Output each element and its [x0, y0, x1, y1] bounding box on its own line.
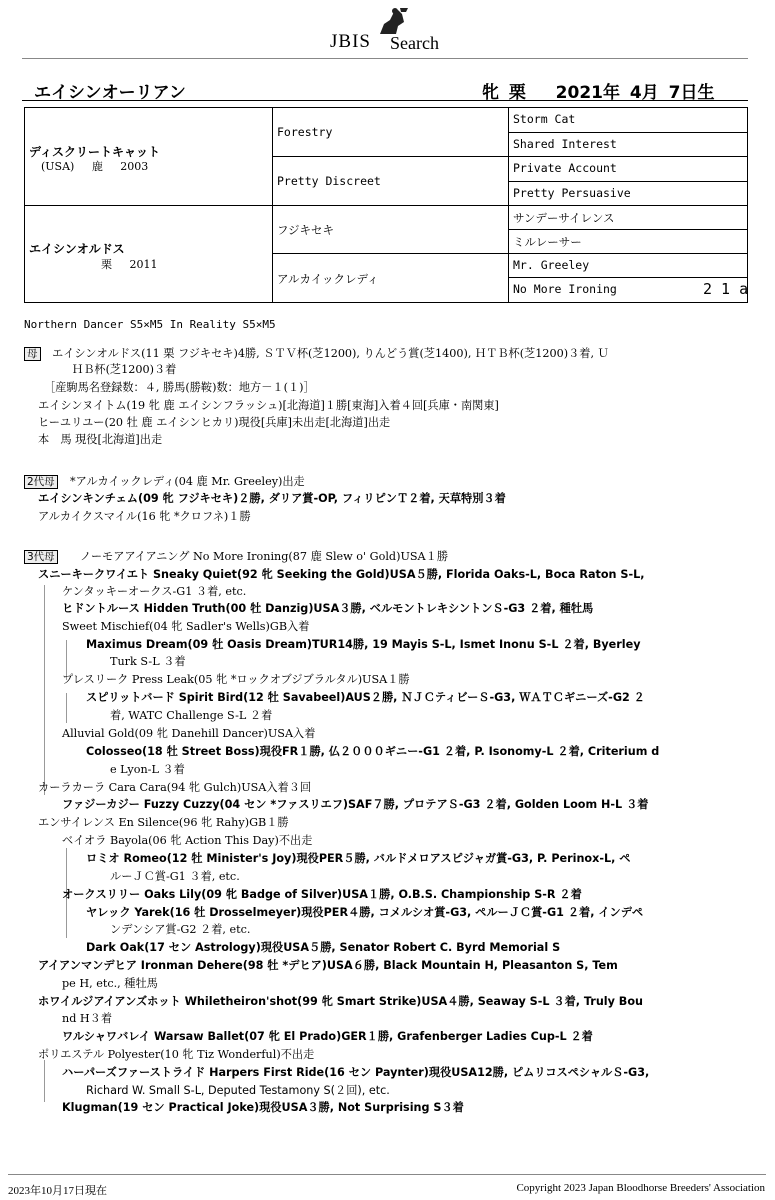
sire-cell: [25, 108, 273, 206]
g3-ancestor-3[interactable]: Private Account: [509, 157, 747, 182]
g3-line-5: Sweet Mischief(04 牝 Sadler's Wells)GB入着: [62, 620, 310, 633]
tree-line: [44, 1060, 45, 1102]
g3-line-7: Turk S-L ３着: [110, 655, 186, 668]
sire-detail: (USA) 鹿 2003: [41, 160, 149, 173]
logo-search: Search: [390, 33, 439, 53]
g3-line-24: アイアンマンデヒア Ironman Dehere(98 牡 *デヒア)USA６勝, Black Mountain H, Pleasanton S, Tem: [38, 959, 618, 972]
g3-ancestor-4[interactable]: Pretty Persuasive: [509, 182, 747, 206]
g3-ancestor-1[interactable]: Storm Cat: [509, 108, 747, 133]
dam-dam-cell[interactable]: アルカイックレディ: [273, 254, 509, 302]
g3-line-21: ヤレック Yarek(16 牡 Drosselmeyer)現役PER４勝, コメルシオ賞-G3, ペルーＪＣ賞-G1 ２着, インデペ: [86, 906, 644, 919]
header-divider: [22, 58, 748, 59]
g2-tag: 2代母: [24, 475, 58, 489]
g3-line-25: pe H, etc., 種牡馬: [62, 977, 158, 990]
title-underline: [22, 100, 748, 101]
footer-copyright: Copyright 2023 Japan Bloodhorse Breeders' Association: [516, 1182, 765, 1194]
g3-line-30: ハーパーズファーストライド Harpers First Ride(16 セン Paynter)現役USA12勝, ピムリコスペシャルＳ-G3,: [62, 1066, 650, 1079]
g3-line-23: Dark Oak(17 セン Astrology)現役USA５勝, Senator Robert C. Byrd Memorial S: [86, 941, 561, 954]
dam-line-2: ＨＢ杯(芝1200)３着: [72, 363, 177, 376]
inbreeding-note: Northern Dancer S5×M5 In Reality S5×M5: [24, 318, 276, 331]
g3-line-10: 着, WATC Challenge S-L ２着: [110, 709, 273, 722]
dam-sire-cell[interactable]: フジキセキ: [273, 206, 509, 254]
g3-line-22: ンデンシア賞-G2 ２着, etc.: [110, 923, 251, 936]
g2-line-3: アルカイクスマイル(16 牝 *クロフネ)１勝: [38, 510, 251, 523]
dam-line-4: エイシンヌイトム(19 牝 鹿 エイシンフラッシュ)[北海道]１勝[東海]入着４回[兵庫・南関東]: [38, 399, 499, 412]
g3-line-4: ヒドントルース Hidden Truth(00 牡 Danzig)USA３勝, ベルモントレキシントンＳ-G3 ２着, 種牡馬: [62, 602, 594, 615]
logo-jbis: JBIS: [330, 31, 371, 52]
g3-line-16: エンサイレンス En Silence(96 牝 Rahy)GB１勝: [38, 816, 289, 829]
g3-line-28: ワルシャワバレイ Warsaw Ballet(07 牝 El Prado)GER１勝, Grafenberger Ladies Cup-L ２着: [62, 1030, 593, 1043]
pedigree-table: [24, 107, 748, 303]
g3-line-31: Richard W. Small S-L, Deputed Testamony S(２回), etc.: [86, 1084, 390, 1097]
dam-line-6: 本 馬 現役[北海道]出走: [38, 433, 163, 446]
sire-dam-cell[interactable]: Pretty Discreet: [273, 157, 509, 206]
g3-line-2: スニーキークワイエト Sneaky Quiet(92 牝 Seeking the Gold)USA５勝, Florida Oaks-L, Boca Raton S-L,: [38, 568, 645, 581]
footer-divider: [8, 1174, 766, 1175]
dam-cell: [25, 206, 273, 302]
dam-line-1: エイシンオルドス(11 栗 フジキセキ)4勝, ＳＴＶ杯(芝1200), りんどう賞(芝1400), ＨＴＢ杯(芝1200)３着, Ｕ: [52, 347, 609, 360]
g3-line-32: Klugman(19 セン Practical Joke)現役USA３勝, Not Surprising S３着: [62, 1101, 464, 1114]
g3-line-27: nd H３着: [62, 1012, 113, 1025]
g3-line-12: Colosseo(18 牡 Street Boss)現役FR１勝, 仏２０００ギニー-G1 ２着, P. Isonomy-L ２着, Criterium d: [86, 745, 660, 758]
g3-line-17: ベイオラ Bayola(06 牝 Action This Day)不出走: [62, 834, 313, 847]
g3-line-8: プレスリーク Press Leak(05 牝 *ロックオブジブラルタル)USA１勝: [62, 673, 410, 686]
g3-ancestor-6[interactable]: ミルレーサー: [509, 230, 747, 254]
horse-rider-icon: [374, 6, 414, 36]
dam-tag: 母: [24, 347, 41, 361]
g3-line-26: ホワイルジアイアンズホット Whiletheiron'shot(99 牝 Smart Strike)USA４勝, Seaway S-L ３着, Truly Bou: [38, 995, 643, 1008]
sire-sire-cell[interactable]: Forestry: [273, 108, 509, 157]
g3-line-20: オークスリリー Oaks Lily(09 牝 Badge of Silver)USA１勝, O.B.S. Championship S-R ２着: [62, 888, 582, 901]
g3-line-6: Maximus Dream(09 牡 Oasis Dream)TUR14勝, 19 Mayis S-L, Ismet Inonu S-L ２着, Byerley: [86, 638, 641, 651]
g3-ancestor-7[interactable]: Mr. Greeley: [509, 254, 747, 278]
footer-date: 2023年10月17日現在: [8, 1185, 107, 1197]
tree-line: [44, 585, 45, 795]
dam-name[interactable]: エイシンオルドス: [29, 242, 125, 256]
g3-ancestor-5[interactable]: サンデーサイレンス: [509, 206, 747, 230]
sire-name[interactable]: ディスクリートキャット: [29, 145, 161, 159]
g3-ancestor-2[interactable]: Shared Interest: [509, 133, 747, 157]
dam-line-3: ［産駒馬名登録数：４, 勝馬(勝鞍)数：地方－１(１)］: [44, 381, 315, 394]
g3-line-9: スピリットバード Spirit Bird(12 牡 Savabeel)AUS２勝, ＮＪＣティビーＳ-G3, ＷＡＴＣギニーズ-G2 ２: [86, 691, 645, 704]
tree-line: [66, 693, 67, 723]
g3-line-14: カーラカーラ Cara Cara(94 牝 Gulch)USA入着３回: [38, 781, 312, 794]
g3-line-1: ノーモアアイアニング No More Ironing(87 鹿 Slew o' Gold)USA１勝: [80, 550, 449, 563]
horse-info: 牝 栗 2021年 4月 7日生: [482, 83, 715, 103]
g3-line-13: e Lyon-L ３着: [110, 763, 185, 776]
dam-line-5: ヒーユリユー(20 牡 鹿 エイシンヒカリ)現役[兵庫]未出走[北海道]出走: [38, 416, 391, 429]
g2-line-1: *アルカイックレディ(04 鹿 Mr. Greeley)出走: [70, 475, 305, 488]
g3-line-15: ファジーカジー Fuzzy Cuzzy(04 セン *ファスリエフ)SAF７勝, プロテアＳ-G3 ２着, Golden Loom H-L ３着: [62, 798, 649, 811]
g2-line-2: エイシンキンチェム(09 牝 フジキセキ)２勝, ダリア賞-OP, フィリピンＴ２着, 天草特別３着: [38, 492, 506, 505]
g3-ancestor-8[interactable]: No More Ironing: [513, 282, 617, 296]
g3-line-19: ルーＪＣ賞-G1 ３着, etc.: [110, 870, 240, 883]
g3-line-11: Alluvial Gold(09 牝 Danehill Dancer)USA入着: [62, 727, 316, 740]
g3-line-18: ロミオ Romeo(12 牡 Minister's Joy)現役PER５勝, バルドメロアスピジャガ賞-G3, P. Perinox-L, ペ: [86, 852, 631, 865]
g3-tag: 3代母: [24, 550, 58, 564]
g3-line-29: ポリエステル Polyester(10 牝 Tiz Wonderful)不出走: [38, 1048, 315, 1061]
horse-name: エイシンオーリアン: [34, 83, 186, 103]
family-number: 2 1 a: [703, 280, 749, 298]
jbis-search-logo[interactable]: [328, 6, 458, 56]
g3-line-3: ケンタッキーオークス-G1 ３着, etc.: [62, 585, 247, 598]
dam-detail: 栗 2011: [101, 258, 158, 271]
